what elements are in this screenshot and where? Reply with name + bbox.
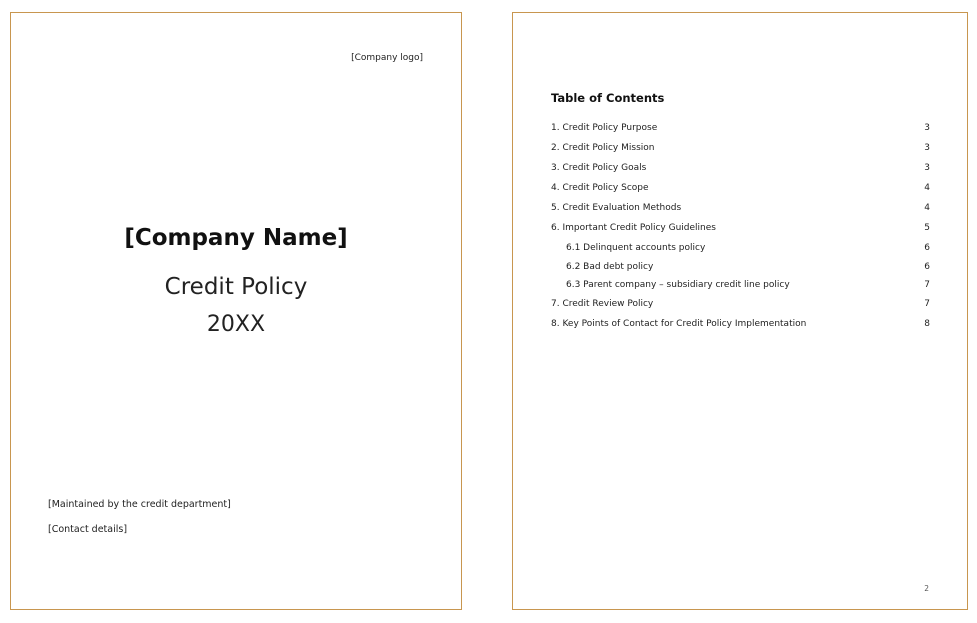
- toc-entry[interactable]: [551, 317, 930, 337]
- contact-details-text: [Contact details]: [48, 524, 128, 535]
- document-year: 20XX: [206, 312, 266, 337]
- toc-entry[interactable]: [551, 181, 930, 201]
- toc-entry-label: 2. Credit Policy Mission: [551, 143, 655, 153]
- toc-entry[interactable]: [551, 221, 930, 241]
- toc-entry[interactable]: [551, 201, 930, 221]
- toc-entry-label: 7. Credit Review Policy: [551, 298, 654, 309]
- toc-entry-page: 3: [924, 123, 930, 133]
- toc-entry[interactable]: [551, 121, 930, 141]
- toc-entry-page: 7: [924, 298, 930, 309]
- document-title: Credit Policy: [164, 274, 308, 300]
- toc-entry[interactable]: [551, 141, 930, 161]
- toc-entry-label: 6.3 Parent company – subsidiary credit line policy: [566, 280, 790, 290]
- maintained-by-text: [Maintained by the credit department]: [48, 499, 231, 510]
- toc-entry-page: 3: [924, 143, 930, 153]
- toc-entry-label: 6. Important Credit Policy Guidelines: [551, 223, 716, 233]
- toc-entry[interactable]: [551, 161, 930, 181]
- toc-entry-label: 6.2 Bad debt policy: [566, 261, 654, 272]
- toc-heading: Table of Contents: [551, 91, 665, 105]
- table-of-contents: [551, 121, 930, 337]
- toc-entry-label: 1. Credit Policy Purpose: [551, 123, 658, 133]
- toc-entry-label: 4. Credit Policy Scope: [551, 183, 649, 193]
- toc-entry-page: 5: [924, 223, 930, 233]
- cover-page: [10, 12, 462, 610]
- toc-entry-label: 8. Key Points of Contact for Credit Policy Implementation: [551, 318, 807, 329]
- toc-entry-label: 5. Credit Evaluation Methods: [551, 203, 682, 213]
- toc-subentry[interactable]: [551, 278, 930, 297]
- company-logo-placeholder: [Company logo]: [351, 53, 423, 63]
- toc-entry-page: 8: [924, 318, 930, 329]
- toc-entry-page: 4: [924, 203, 930, 213]
- toc-entry-page: 4: [924, 183, 930, 193]
- toc-entry-page: 3: [924, 163, 930, 173]
- toc-entry-page: 6: [924, 261, 930, 272]
- page-number: 2: [924, 584, 929, 593]
- toc-entry[interactable]: [551, 297, 930, 317]
- company-name: [Company Name]: [124, 225, 348, 251]
- toc-entry-label: 6.1 Delinquent accounts policy: [566, 243, 706, 253]
- toc-entry-page: 6: [924, 243, 930, 253]
- toc-entry-label: 3. Credit Policy Goals: [551, 163, 647, 173]
- toc-page: [512, 12, 968, 610]
- toc-entry-page: 7: [924, 280, 930, 290]
- toc-subentry[interactable]: [551, 260, 930, 279]
- toc-subentry[interactable]: [551, 241, 930, 260]
